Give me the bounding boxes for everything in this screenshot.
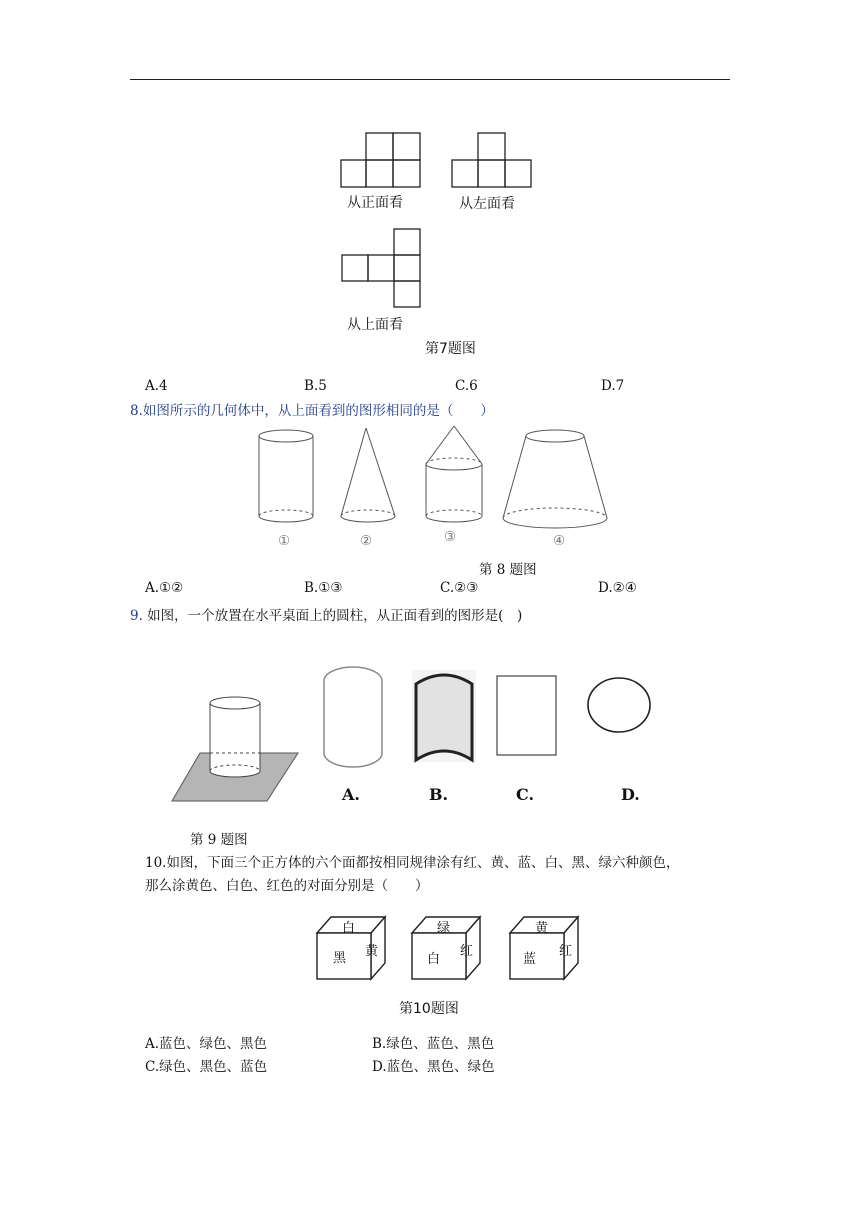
q8-option-a: A.①② — [145, 580, 184, 596]
q10-cubes-figure — [315, 915, 585, 981]
q9-choice-c-shape — [496, 675, 558, 757]
cube-3-side-label: 红 — [559, 944, 573, 959]
q8-solid-label-2: ② — [360, 533, 373, 549]
q10-option-a: A.蓝色、绿色、黑色 — [145, 1036, 268, 1052]
q7-option-a: A.4 — [145, 378, 168, 394]
q8-question: 8.如图所示的几何体中，从上面看到的图形相同的是（ ） — [130, 403, 494, 419]
q7-left-view — [451, 132, 533, 188]
q9-question-text: 如图，一个放置在水平桌面上的圆柱，从正面看到的图形是( ) — [142, 608, 523, 624]
cube-1-top-label: 白 — [342, 921, 356, 936]
q10-caption: 第10题图 — [399, 1001, 459, 1017]
cube-2-top-label: 绿 — [437, 921, 451, 936]
q7-top-view — [341, 228, 423, 310]
q10-option-d: D.蓝色、黑色、绿色 — [372, 1059, 495, 1075]
cube-1-front-label: 黑 — [333, 951, 347, 966]
q8-option-c: C.②③ — [440, 580, 479, 596]
q9-choice-c-label: C. — [516, 785, 535, 804]
q8-solid-label-1: ① — [278, 533, 291, 549]
q9-cylinder-on-table — [170, 686, 302, 804]
q8-option-b: B.①③ — [304, 580, 343, 596]
q9-choice-d-shape — [586, 676, 652, 734]
q9-question — [130, 604, 522, 624]
q7-left-view-label: 从左面看 — [459, 196, 515, 212]
cube-2-front-label: 白 — [427, 952, 441, 967]
q7-front-view-label: 从正面看 — [347, 195, 403, 211]
cube-3-top-label: 黄 — [535, 921, 549, 936]
q8-option-d: D.②④ — [598, 580, 637, 596]
q9-choice-b-shape — [412, 670, 476, 762]
q7-option-d: D.7 — [601, 378, 625, 394]
q8-solid-label-4: ④ — [553, 533, 566, 549]
q10-option-b: B.绿色、蓝色、黑色 — [372, 1036, 495, 1052]
q7-caption: 第7题图 — [425, 341, 476, 357]
q9-choice-a-label: A. — [342, 785, 360, 804]
q10-option-c: C.绿色、黑色、蓝色 — [145, 1059, 268, 1075]
cube-2-side-label: 红 — [460, 944, 474, 959]
q9-caption: 第 9 题图 — [190, 832, 248, 848]
header-rule — [130, 79, 730, 80]
q9-choice-b-label: B. — [429, 785, 449, 804]
q8-solid-label-3: ③ — [444, 529, 457, 545]
q7-option-b: B.5 — [304, 378, 327, 394]
cube-1-side-label: 黄 — [365, 944, 379, 959]
q7-option-c: C.6 — [455, 378, 478, 394]
cube-3-front-label: 蓝 — [523, 952, 537, 967]
q10-question-line2: 那么涂黄色、白色、红色的对面分别是（ ） — [145, 878, 429, 894]
q7-top-view-label: 从上面看 — [347, 317, 403, 333]
q8-caption: 第 8 题图 — [479, 562, 537, 578]
q7-front-view — [340, 132, 422, 188]
q9-question-number: 9. — [130, 608, 143, 624]
q9-choice-a-shape — [322, 665, 384, 769]
q9-choice-d-label: D. — [621, 785, 640, 804]
q10-question-line1: 10.如图，下面三个正方体的六个面都按相同规律涂有红、黄、蓝、白、黑、绿六种颜色， — [145, 855, 680, 871]
